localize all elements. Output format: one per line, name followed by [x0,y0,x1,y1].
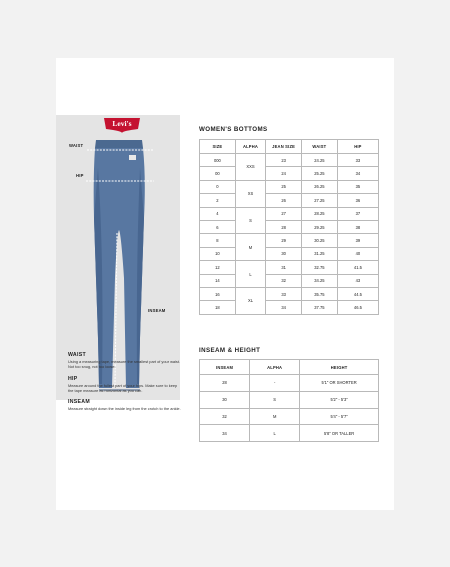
alpha-cell: M [250,408,300,425]
height-cell: 5'8" OR TALLER [300,425,379,442]
table-row [200,425,379,442]
table-row [200,234,379,247]
table-row [200,220,379,233]
column-header: HIP [337,140,378,154]
womens-bottoms-table [199,139,379,315]
table-row [200,180,379,193]
hip-cell: 39 [337,234,378,247]
column-header: ALPHA [250,360,300,375]
inseam-cell: 30 [200,391,250,408]
column-header: JEAN SIZE [266,140,302,154]
hip-cell: 44.5 [337,287,378,300]
hip-label: HIP [76,173,84,178]
waist-cell: 37.75 [302,301,338,314]
waist-cell: 29.25 [302,220,338,233]
height-cell: 5'2" - 5'3" [300,391,379,408]
table-row [200,247,379,260]
size-cell: 18 [200,301,236,314]
hip-cell: 34 [337,167,378,180]
alpha-cell: S [250,391,300,408]
waist-cell: 30.25 [302,234,338,247]
size-cell: 6 [200,220,236,233]
hip-instructions: Measure around the fullest part of your hips. Make sure to keep the tape measure as horizontal as you can. [68,383,178,393]
table-row [200,408,379,425]
table-row [200,375,379,392]
table-row [200,154,379,167]
hip-cell: 33 [337,154,378,167]
inseam-heading: INSEAM [68,399,90,405]
alpha-cell: XS [235,180,265,207]
waist-cell: 25.25 [302,167,338,180]
size-cell: 000 [200,154,236,167]
levis-logo-text: Levi's [112,119,132,128]
waist-cell: 31.25 [302,247,338,260]
column-header: HEIGHT [300,360,379,375]
table-header-row [200,360,379,375]
hip-guide [68,376,183,393]
hip-cell: 36 [337,194,378,207]
waist-cell: 27.25 [302,194,338,207]
hip-cell: 38 [337,220,378,233]
inseam-label: INSEAM [148,308,166,313]
size-cell: 12 [200,261,236,274]
alpha-cell: - [250,375,300,392]
jean-size-cell: 28 [266,220,302,233]
hip-cell: 41.5 [337,261,378,274]
size-chart-sheet [56,58,394,510]
hip-cell: 40 [337,247,378,260]
column-header: SIZE [200,140,236,154]
jean-size-cell: 30 [266,247,302,260]
height-cell: 5'1" OR SHORTER [300,375,379,392]
column-header: WAIST [302,140,338,154]
waist-cell: 24.25 [302,154,338,167]
inseam-height-title: INSEAM & HEIGHT [199,347,261,354]
table-row [200,261,379,274]
table-row [200,391,379,408]
jean-size-cell: 32 [266,274,302,287]
jean-size-cell: 31 [266,261,302,274]
table-row [200,167,379,180]
inseam-cell: 34 [200,425,250,442]
table-row [200,301,379,314]
waist-heading: WAIST [68,352,86,358]
waist-cell: 28.25 [302,207,338,220]
jean-size-cell: 27 [266,207,302,220]
column-header: ALPHA [235,140,265,154]
alpha-cell: L [235,261,265,288]
hip-cell: 43 [337,274,378,287]
jean-size-cell: 34 [266,301,302,314]
size-cell: 16 [200,287,236,300]
alpha-cell: L [250,425,300,442]
jean-size-cell: 33 [266,287,302,300]
jean-size-cell: 23 [266,154,302,167]
size-cell: 8 [200,234,236,247]
size-cell: 0 [200,180,236,193]
waist-cell: 34.25 [302,274,338,287]
jean-size-cell: 24 [266,167,302,180]
table-row [200,207,379,220]
alpha-cell: XXS [235,154,265,181]
waist-cell: 35.75 [302,287,338,300]
inseam-height-table [199,359,379,442]
height-cell: 5'4" - 5'7" [300,408,379,425]
jean-size-cell: 25 [266,180,302,193]
hip-cell: 46.5 [337,301,378,314]
womens-bottoms-title: WOMEN'S BOTTOMS [199,126,268,133]
hip-cell: 37 [337,207,378,220]
hip-heading: HIP [68,376,78,382]
alpha-cell: M [235,234,265,261]
waist-cell: 32.75 [302,261,338,274]
waist-cell: 26.25 [302,180,338,193]
size-cell: 10 [200,247,236,260]
inseam-instructions: Measure straight down the inside leg from the crotch to the ankle. [68,406,181,411]
alpha-cell: S [235,207,265,234]
waist-label: WAIST [69,143,84,148]
column-header: INSEAM [200,360,250,375]
waist-instructions: Using a measuring tape, measure the smallest part of your waist. Not too snug, not too loose. [68,359,181,369]
jean-size-cell: 26 [266,194,302,207]
table-row [200,194,379,207]
inseam-cell: 32 [200,408,250,425]
size-cell: 2 [200,194,236,207]
alpha-cell: XL [235,287,265,314]
size-cell: 4 [200,207,236,220]
waist-guide [68,352,183,369]
size-cell: 14 [200,274,236,287]
size-cell: 00 [200,167,236,180]
inseam-cell: 28 [200,375,250,392]
inseam-guide [68,399,183,411]
table-row [200,274,379,287]
table-header-row [200,140,379,154]
jean-size-cell: 29 [266,234,302,247]
hip-cell: 35 [337,180,378,193]
levis-logo [102,117,142,133]
table-row [200,287,379,300]
